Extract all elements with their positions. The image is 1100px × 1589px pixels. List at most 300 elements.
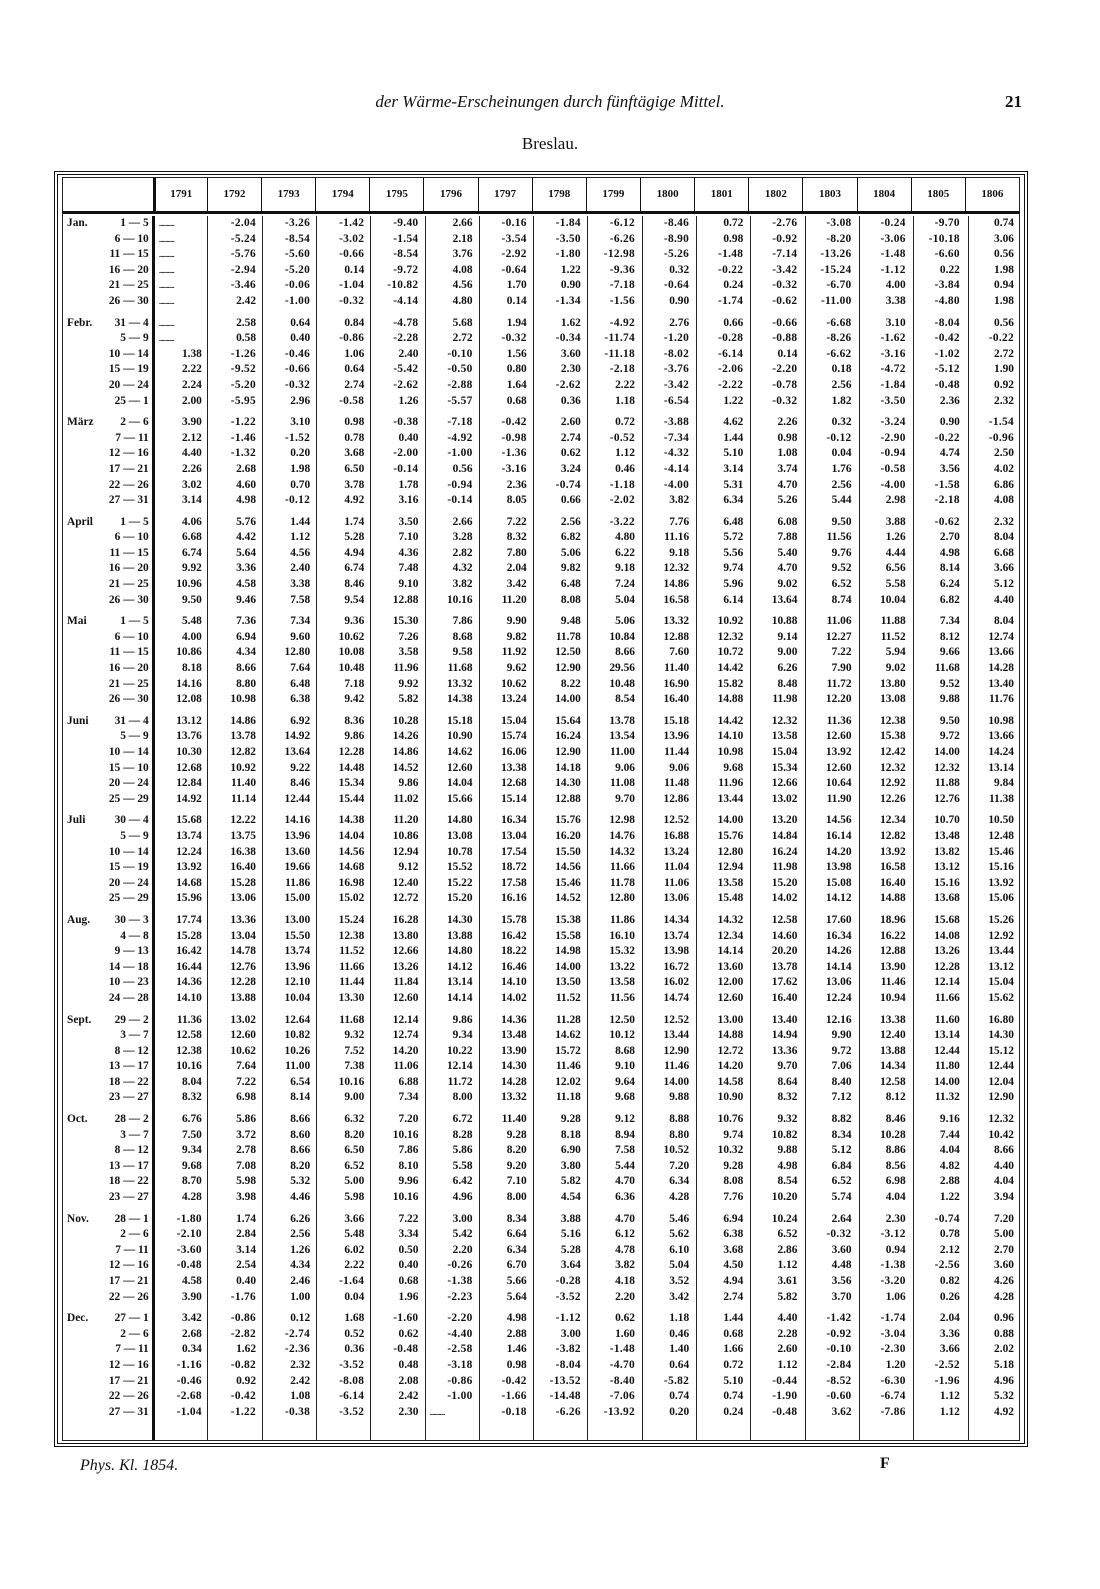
value-number: 13.92 xyxy=(880,845,906,858)
value-cell xyxy=(965,515,1019,531)
value-cell xyxy=(207,960,261,976)
value-cell xyxy=(586,593,640,609)
value-cell xyxy=(532,1227,586,1243)
day-range: 20 — 24 xyxy=(108,876,149,889)
value-cell xyxy=(586,745,640,761)
value-cell xyxy=(802,845,856,861)
value-cell xyxy=(640,1044,694,1060)
value-cell xyxy=(748,813,802,829)
value-number: 6.38 xyxy=(723,1228,744,1241)
value-cell xyxy=(911,278,965,294)
value-number: -11.00 xyxy=(820,294,852,307)
value-cell xyxy=(748,1243,802,1259)
table-header-row xyxy=(63,178,1019,214)
day-range: 10 — 14 xyxy=(108,845,149,858)
value-number: 11.98 xyxy=(772,693,798,706)
value-number: 3.80 xyxy=(560,1159,581,1172)
value-cell xyxy=(369,876,423,892)
value-cell xyxy=(261,1342,315,1358)
day-range: 18 — 22 xyxy=(108,1075,149,1088)
value-number: 9.92 xyxy=(398,677,419,690)
value-number: 1.12 xyxy=(777,1358,798,1371)
row-label xyxy=(63,1290,153,1306)
value-cell xyxy=(478,431,532,447)
value-number: -6.62 xyxy=(826,347,852,360)
value-number: 12.27 xyxy=(825,630,852,643)
value-cell xyxy=(532,813,586,829)
value-cell xyxy=(748,1374,802,1390)
value-cell xyxy=(315,829,369,845)
value-number: 17.74 xyxy=(176,913,202,926)
value-number: 5.56 xyxy=(723,546,744,559)
day-range: 16 — 20 xyxy=(108,263,149,276)
value-cell xyxy=(261,263,315,279)
value-cell xyxy=(261,929,315,945)
value-cell xyxy=(261,1389,315,1405)
value-number: 5.12 xyxy=(831,1144,852,1157)
value-number: 8.20 xyxy=(290,1159,311,1172)
value-cell xyxy=(423,776,477,792)
value-cell xyxy=(748,1342,802,1358)
value-cell xyxy=(478,515,532,531)
value-number: 11.20 xyxy=(501,593,527,606)
value-number: -0.46 xyxy=(176,1374,202,1387)
value-number: 12.32 xyxy=(934,761,960,774)
value-cell xyxy=(532,278,586,294)
value-number: 10.84 xyxy=(609,630,635,643)
value-cell xyxy=(857,216,911,232)
value-cell xyxy=(857,630,911,646)
value-cell xyxy=(153,1190,207,1206)
day-range: 20 — 24 xyxy=(108,777,149,790)
value-number: 1.08 xyxy=(290,1390,311,1403)
value-cell xyxy=(965,415,1019,431)
value-number: -1.22 xyxy=(230,1405,257,1418)
value-cell xyxy=(857,876,911,892)
missing-value-mark: .. xyxy=(158,264,162,275)
value-number: 2.04 xyxy=(939,1312,960,1325)
value-cell xyxy=(315,1389,369,1405)
value-number: 6.64 xyxy=(506,1228,527,1241)
value-number: 6.52 xyxy=(831,578,852,591)
value-number: -9.40 xyxy=(393,217,419,229)
value-number: 0.78 xyxy=(344,431,365,444)
value-number: 12.88 xyxy=(880,945,906,958)
value-cell xyxy=(261,561,315,577)
value-cell xyxy=(207,478,261,494)
value-cell xyxy=(207,394,261,410)
value-number: -1.18 xyxy=(609,478,635,491)
value-number: -8.40 xyxy=(609,1374,635,1387)
value-number: -1.26 xyxy=(230,347,257,360)
value-number: 8.18 xyxy=(181,662,202,675)
value-number: -0.58 xyxy=(339,394,365,407)
value-cell xyxy=(965,1290,1019,1306)
value-cell xyxy=(532,1174,586,1190)
value-number: 16.42 xyxy=(176,945,202,958)
value-number: 14.04 xyxy=(338,829,365,842)
value-cell xyxy=(857,294,911,310)
value-number: 8.66 xyxy=(236,662,257,675)
value-cell xyxy=(965,1374,1019,1390)
value-number: 4.40 xyxy=(777,1312,798,1325)
value-cell xyxy=(532,577,586,593)
value-number: -1.48 xyxy=(609,1343,635,1356)
value-cell xyxy=(911,1389,965,1405)
table-row xyxy=(63,1128,1019,1144)
value-number: 13.78 xyxy=(609,714,635,727)
value-number: 0.78 xyxy=(939,1228,960,1241)
value-cell xyxy=(694,913,748,929)
value-cell xyxy=(586,546,640,562)
value-cell xyxy=(857,347,911,363)
value-number: 9.32 xyxy=(344,1029,365,1042)
value-cell xyxy=(748,1059,802,1075)
value-number: 9.10 xyxy=(615,1060,635,1073)
value-number: 3.62 xyxy=(831,1405,852,1418)
value-number: 14.80 xyxy=(446,945,473,958)
value-number: 10.62 xyxy=(501,677,527,690)
value-number: 12.60 xyxy=(825,761,852,774)
value-cell xyxy=(748,415,802,431)
value-cell xyxy=(694,614,748,630)
value-number: 10.62 xyxy=(230,1044,257,1057)
value-number: -3.16 xyxy=(501,462,527,475)
missing-value-mark: .. xyxy=(158,295,162,306)
value-cell xyxy=(315,614,369,630)
value-number: 0.14 xyxy=(344,263,365,276)
value-cell xyxy=(532,692,586,708)
value-number: -5.82 xyxy=(663,1374,690,1387)
value-number: 12.02 xyxy=(555,1075,581,1088)
value-cell xyxy=(965,845,1019,861)
value-cell xyxy=(694,415,748,431)
value-cell xyxy=(802,530,856,546)
value-number: 2.96 xyxy=(290,394,311,407)
value-number: 5.48 xyxy=(344,1228,365,1241)
value-cell xyxy=(207,546,261,562)
value-number: 4.02 xyxy=(994,462,1014,475)
value-cell xyxy=(261,593,315,609)
value-cell xyxy=(423,876,477,892)
value-number: 12.28 xyxy=(230,976,257,989)
value-cell xyxy=(369,515,423,531)
value-cell xyxy=(423,1190,477,1206)
value-number: 7.86 xyxy=(452,615,473,628)
value-number: 13.64 xyxy=(284,746,311,758)
value-cell xyxy=(261,515,315,531)
value-number: -1.02 xyxy=(934,347,960,360)
value-number: -0.48 xyxy=(934,378,960,391)
value-number: 4.40 xyxy=(994,1159,1014,1172)
value-number: 1.44 xyxy=(723,1312,744,1325)
value-cell xyxy=(369,1044,423,1060)
value-number: 0.56 xyxy=(994,248,1014,261)
value-number: 5.82 xyxy=(560,1175,581,1188)
value-number: 7.10 xyxy=(398,531,419,544)
value-number: 0.80 xyxy=(506,363,527,376)
value-number: 2.22 xyxy=(181,363,202,376)
value-number: 0.82 xyxy=(939,1275,960,1287)
value-number: 4.92 xyxy=(344,494,365,507)
day-range: 16 — 20 xyxy=(108,662,149,675)
value-cell xyxy=(478,876,532,892)
value-number: 8.32 xyxy=(506,531,527,544)
value-cell xyxy=(965,677,1019,693)
value-cell xyxy=(315,745,369,761)
day-range: 1 — 5 xyxy=(120,615,149,628)
value-number: 14.18 xyxy=(555,761,581,774)
value-cell xyxy=(857,714,911,730)
value-cell xyxy=(640,776,694,792)
value-number: 6.98 xyxy=(885,1175,906,1188)
value-number: 1.98 xyxy=(994,294,1014,307)
row-label xyxy=(63,263,153,279)
table-row xyxy=(63,431,1019,447)
value-cell xyxy=(694,1159,748,1175)
value-number: -1.00 xyxy=(447,1390,473,1403)
value-cell xyxy=(965,645,1019,661)
value-cell xyxy=(423,1159,477,1175)
value-cell xyxy=(315,593,369,609)
value-number: 14.86 xyxy=(663,578,690,591)
value-number: -9.72 xyxy=(393,263,419,276)
value-cell xyxy=(423,1405,477,1421)
value-number: 0.04 xyxy=(344,1290,365,1303)
value-cell xyxy=(965,1190,1019,1206)
value-cell xyxy=(423,316,477,332)
value-number: 9.86 xyxy=(398,777,419,790)
value-cell xyxy=(153,776,207,792)
value-cell xyxy=(153,1044,207,1060)
value-number: 3.82 xyxy=(615,1259,635,1272)
value-cell xyxy=(532,645,586,661)
value-number: -0.64 xyxy=(501,263,527,276)
value-number: 4.04 xyxy=(939,1144,960,1157)
value-number: 15.68 xyxy=(176,814,202,827)
value-number: 8.46 xyxy=(290,777,311,790)
value-number: -0.86 xyxy=(447,1374,473,1387)
day-range: 4 — 8 xyxy=(120,929,149,942)
value-number: 15.30 xyxy=(392,615,419,628)
value-number: -1.12 xyxy=(880,263,906,276)
value-number: 12.04 xyxy=(988,1075,1014,1088)
row-label xyxy=(63,1342,153,1358)
value-cell xyxy=(207,493,261,509)
day-range: 25 — 29 xyxy=(108,892,149,905)
value-cell xyxy=(315,493,369,509)
value-cell xyxy=(640,1327,694,1343)
value-cell xyxy=(802,593,856,609)
value-number: 6.34 xyxy=(669,1175,690,1188)
value-number: -5.42 xyxy=(393,363,419,376)
value-number: -2.90 xyxy=(880,431,906,444)
value-number: 11.46 xyxy=(880,976,906,989)
value-cell xyxy=(586,829,640,845)
value-number: 11.86 xyxy=(285,876,311,889)
value-cell xyxy=(694,493,748,509)
value-cell xyxy=(911,1274,965,1290)
value-cell xyxy=(586,1090,640,1106)
value-number: 9.82 xyxy=(560,562,581,575)
value-cell xyxy=(532,593,586,609)
value-cell xyxy=(857,661,911,677)
table-row xyxy=(63,776,1019,792)
table-row xyxy=(63,1405,1019,1421)
value-number: 11.68 xyxy=(934,662,960,675)
value-cell xyxy=(694,991,748,1007)
value-cell xyxy=(911,232,965,248)
value-number: 14.10 xyxy=(176,991,202,1004)
value-number: -1.52 xyxy=(284,431,311,444)
value-cell xyxy=(315,630,369,646)
value-number: 15.50 xyxy=(555,845,581,858)
value-number: 13.40 xyxy=(988,677,1014,690)
month-label: Oct. xyxy=(67,1113,88,1126)
value-number: 6.48 xyxy=(723,515,744,528)
value-number: -6.26 xyxy=(555,1405,581,1418)
value-number: 2.42 xyxy=(236,294,257,307)
value-number: 5.66 xyxy=(506,1275,527,1287)
value-number: 2.12 xyxy=(181,431,202,444)
value-number: 8.82 xyxy=(831,1113,852,1126)
value-cell xyxy=(478,645,532,661)
value-number: 12.94 xyxy=(392,845,419,858)
value-number: 13.88 xyxy=(446,929,473,942)
value-number: 13.80 xyxy=(880,677,906,690)
value-number: -1.00 xyxy=(284,294,311,307)
table-row xyxy=(63,692,1019,708)
value-number: 8.64 xyxy=(777,1075,798,1088)
value-cell xyxy=(369,1013,423,1029)
value-number: 9.76 xyxy=(831,546,852,559)
value-cell xyxy=(857,645,911,661)
value-cell xyxy=(532,1128,586,1144)
value-cell xyxy=(748,1258,802,1274)
value-cell xyxy=(748,1405,802,1421)
value-number: 0.66 xyxy=(723,316,744,329)
value-number: 3.68 xyxy=(344,447,365,460)
value-number: -5.76 xyxy=(230,248,257,261)
value-number: -13.52 xyxy=(549,1374,581,1387)
value-cell xyxy=(261,1044,315,1060)
month-label: Jan. xyxy=(67,217,88,229)
value-cell xyxy=(694,1290,748,1306)
value-number: 10.26 xyxy=(284,1044,311,1057)
value-cell xyxy=(207,792,261,808)
value-cell xyxy=(207,1327,261,1343)
value-cell xyxy=(911,813,965,829)
year-header: 1792 xyxy=(207,178,261,211)
value-cell xyxy=(911,316,965,332)
day-range: 12 — 16 xyxy=(108,1259,149,1272)
value-cell xyxy=(911,991,965,1007)
value-cell xyxy=(315,530,369,546)
value-cell xyxy=(153,530,207,546)
day-range: 31 — 4 xyxy=(114,714,149,727)
value-number: -3.82 xyxy=(555,1343,581,1356)
value-number: 15.28 xyxy=(176,929,202,942)
value-number: 7.22 xyxy=(398,1212,419,1225)
value-number: 4.50 xyxy=(723,1259,744,1272)
value-cell xyxy=(911,515,965,531)
value-number: 10.30 xyxy=(176,746,202,758)
value-cell xyxy=(315,1290,369,1306)
value-number: -1.04 xyxy=(176,1405,202,1418)
value-number: 8.40 xyxy=(831,1075,852,1088)
value-cell xyxy=(423,1013,477,1029)
value-cell xyxy=(802,913,856,929)
day-range: 25 — 29 xyxy=(108,792,149,805)
value-number: -1.48 xyxy=(880,248,906,261)
value-cell xyxy=(640,1389,694,1405)
value-cell xyxy=(369,1311,423,1327)
value-number: 15.06 xyxy=(988,892,1014,905)
value-cell xyxy=(802,1274,856,1290)
value-cell xyxy=(478,1389,532,1405)
value-cell xyxy=(207,1059,261,1075)
value-number: -2.52 xyxy=(934,1358,960,1371)
value-cell xyxy=(965,692,1019,708)
value-number: 11.92 xyxy=(501,646,527,659)
value-cell xyxy=(315,729,369,745)
value-number: -0.12 xyxy=(284,494,311,507)
value-cell xyxy=(315,1358,369,1374)
value-cell xyxy=(802,316,856,332)
row-label xyxy=(63,493,153,509)
value-number: -2.20 xyxy=(772,363,798,376)
value-number: -8.54 xyxy=(393,248,419,261)
value-cell xyxy=(532,1374,586,1390)
value-cell xyxy=(694,1327,748,1343)
value-cell xyxy=(911,415,965,431)
value-cell xyxy=(586,530,640,546)
value-cell xyxy=(748,1112,802,1128)
value-number: 3.74 xyxy=(777,462,798,475)
value-number: 8.08 xyxy=(560,593,581,606)
value-cell xyxy=(478,1174,532,1190)
value-number: 2.82 xyxy=(452,546,473,559)
value-number: 10.28 xyxy=(392,714,419,727)
value-number: 0.24 xyxy=(723,279,744,292)
value-cell xyxy=(857,1112,911,1128)
value-cell xyxy=(532,630,586,646)
value-number: 9.00 xyxy=(777,646,798,659)
value-cell xyxy=(911,692,965,708)
value-number: 9.88 xyxy=(777,1144,798,1157)
value-number: 12.24 xyxy=(825,991,852,1004)
value-number: 0.72 xyxy=(615,416,635,429)
value-number: 3.64 xyxy=(560,1259,581,1272)
value-number: 4.98 xyxy=(506,1312,527,1325)
value-number: -3.46 xyxy=(230,279,257,292)
value-cell xyxy=(640,1128,694,1144)
row-label xyxy=(63,845,153,861)
value-number: 13.06 xyxy=(230,892,257,905)
row-label xyxy=(63,331,153,347)
value-cell xyxy=(911,1128,965,1144)
value-cell xyxy=(478,1274,532,1290)
value-cell xyxy=(207,729,261,745)
value-cell xyxy=(532,1112,586,1128)
month-label: Sept. xyxy=(67,1013,92,1026)
value-cell xyxy=(207,294,261,310)
value-cell xyxy=(857,1405,911,1421)
value-cell xyxy=(965,1013,1019,1029)
value-cell xyxy=(261,860,315,876)
value-cell xyxy=(911,960,965,976)
value-number: -4.14 xyxy=(393,294,419,307)
